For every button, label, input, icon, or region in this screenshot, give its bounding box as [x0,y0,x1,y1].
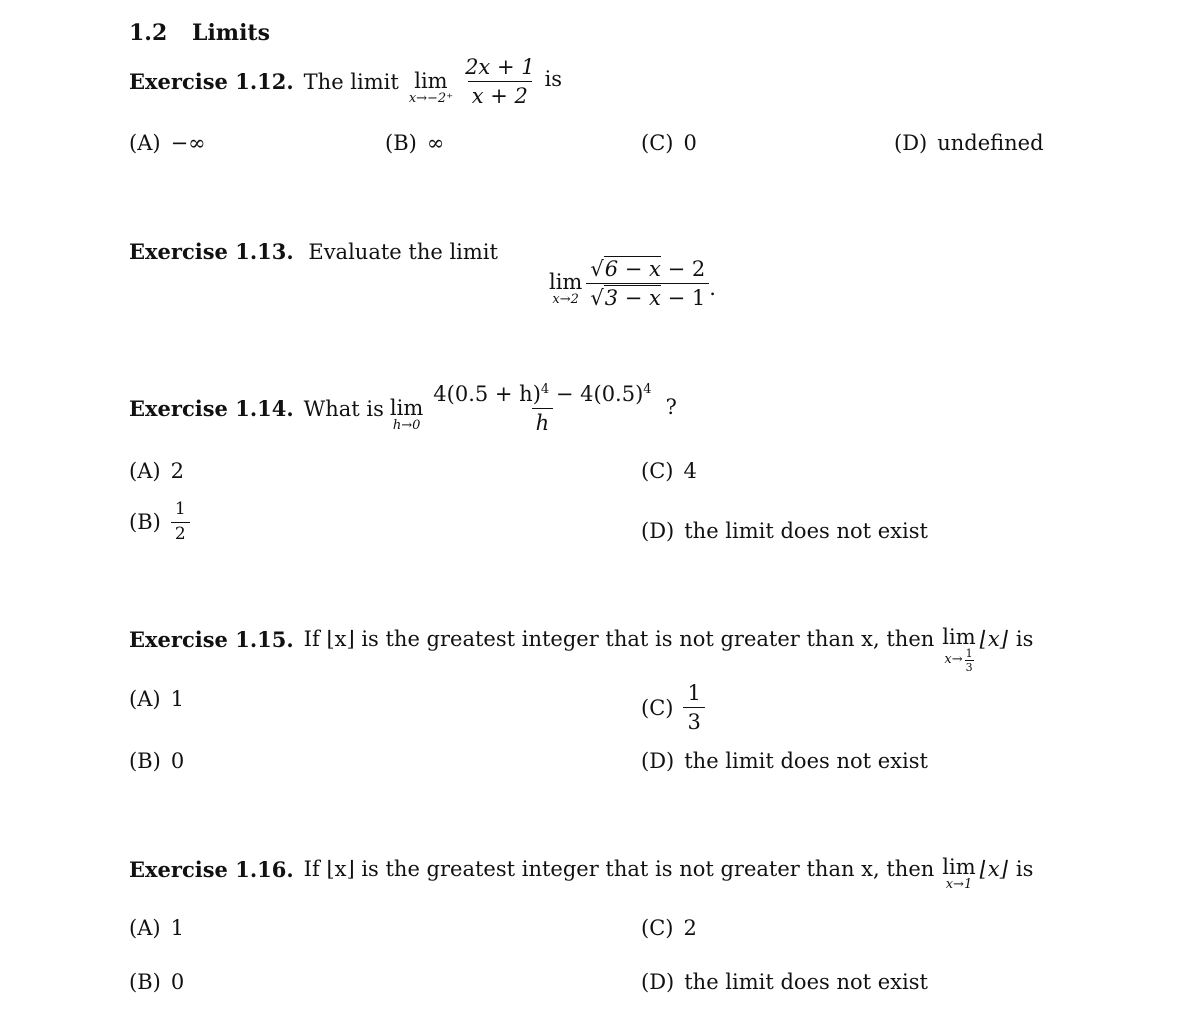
exercise-1-14-statement [129,383,677,434]
section-number: 1.2 [129,20,168,46]
lim-subscript: x→−2⁺ [408,90,454,106]
exercise-text-after: is [1015,627,1034,651]
exercise-text: If ⌊x⌋ is the greatest integer that is not greater than x, then [303,857,935,881]
exercise-1-16-statement [129,857,1033,892]
option-d[interactable] [641,749,928,773]
option-value: 0 [170,970,185,994]
lim-word: lim [389,395,424,420]
option-d[interactable] [894,131,1044,155]
option-letter: (B) [129,749,161,773]
option-letter: (C) [641,695,674,720]
fraction-denominator: 2 [171,522,190,544]
fraction [586,258,709,309]
fraction-numerator: 1 [174,499,186,519]
display-equation [545,258,716,309]
option-value: 0 [683,131,697,155]
fraction [461,56,539,107]
option-letter: (C) [641,459,674,483]
exercise-label: Exercise 1.13. [129,239,294,264]
option-value: 2 [170,459,184,483]
option-letter: (B) [129,970,161,994]
option-letter: (B) [385,131,417,155]
exercise-text: If ⌊x⌋ is the greatest integer that is not greater than x, then [303,627,935,651]
option-letter: (D) [641,970,675,994]
exercise-1-13-statement [129,239,498,264]
lim-word: lim [414,68,448,93]
option-a[interactable] [129,916,184,940]
option-letter: (D) [641,749,675,773]
option-letter: (D) [894,131,928,155]
lim-word: lim [942,625,976,649]
fraction-denominator [586,283,709,309]
option-letter: (C) [641,916,674,940]
fraction-denominator: 3 [965,661,973,674]
exercise-1-15-statement [129,627,1033,673]
option-value: 0 [170,749,185,773]
option-a[interactable] [129,459,184,483]
limit-operator [942,857,975,892]
lim-word: lim [549,269,583,294]
square-root: √3 − x [590,286,661,311]
lim-subscript: h→0 [392,417,421,433]
fraction [429,383,655,434]
exercise-text-after: is [544,66,563,91]
option-fraction [171,501,190,544]
exercise-label: Exercise 1.12. [129,69,294,95]
fraction-denominator: 3 [683,707,704,733]
option-letter: (A) [129,687,161,711]
subscript-fraction [965,648,974,673]
option-letter: (A) [129,459,161,483]
option-fraction [683,682,704,733]
option-c[interactable] [641,459,697,483]
option-value: undefined [937,131,1044,155]
exercise-label: Exercise 1.14. [129,396,294,422]
option-d[interactable] [641,970,928,994]
option-b[interactable] [129,970,184,994]
exponent: 4 [540,382,550,397]
option-value: 1 [170,916,184,940]
exercise-1-12-statement [129,56,562,107]
end-punctuation: . [709,275,716,300]
fraction-denominator: h [532,408,554,434]
floor-expression: ⌊x⌋ [979,857,1008,881]
numerator-part: − 4(0.5) [549,382,644,406]
fraction-numerator: 1 [965,647,973,660]
fraction-numerator: 2x + 1 [465,55,535,79]
option-letter: (B) [129,510,161,535]
section-heading [129,20,270,46]
exponent: 4 [643,382,652,397]
exercise-label: Exercise 1.16. [129,857,294,882]
option-value: the limit does not exist [684,970,928,994]
option-value: −∞ [170,131,206,155]
option-c[interactable] [641,131,697,155]
denominator-rest: − 1 [667,286,706,311]
lim-subscript: x→1 [945,877,973,892]
radicand: 3 − x [604,286,661,311]
fraction-numerator: 1 [687,681,701,705]
square-root: √6 − x [590,257,661,281]
option-value: 2 [683,916,697,940]
option-value: the limit does not exist [684,519,928,543]
floor-expression: ⌊x⌋ [979,627,1008,651]
numerator-rest: − 2 [667,257,706,281]
option-value: 4 [683,459,697,483]
lim-word: lim [942,855,976,879]
exercise-text: The limit [303,69,399,94]
option-value: 1 [170,687,184,711]
lim-subscript: x→2 [552,291,579,307]
option-letter: (D) [641,519,675,543]
fraction-numerator [586,258,709,283]
option-c[interactable] [641,682,705,733]
numerator-part: 4(0.5 + h) [433,382,541,406]
exercise-text: Evaluate the limit [308,240,498,264]
limit-operator [549,269,583,307]
option-b[interactable] [385,131,444,155]
option-a[interactable] [129,687,184,711]
exercise-text: What is [303,396,384,421]
option-value: ∞ [426,131,445,155]
limit-operator [389,395,424,433]
option-value: the limit does not exist [684,749,928,773]
lim-subscript-prefix: x→ [944,652,963,668]
fraction-numerator [429,383,655,408]
question-mark: ? [665,394,677,419]
exercise-text-after: is [1015,857,1034,881]
fraction-denominator: x + 2 [468,81,532,107]
radicand: 6 − x [604,257,661,281]
option-c[interactable] [641,916,697,940]
option-b[interactable] [129,501,190,544]
limit-operator [942,627,975,673]
option-a[interactable] [129,131,206,155]
option-d[interactable] [641,519,928,543]
option-letter: (A) [129,916,161,940]
limit-operator [408,68,454,106]
exercise-label: Exercise 1.15. [129,627,294,652]
option-b[interactable] [129,749,184,773]
lim-subscript [944,648,973,673]
section-title: Limits [191,20,270,46]
option-letter: (C) [641,131,674,155]
option-letter: (A) [129,131,161,155]
